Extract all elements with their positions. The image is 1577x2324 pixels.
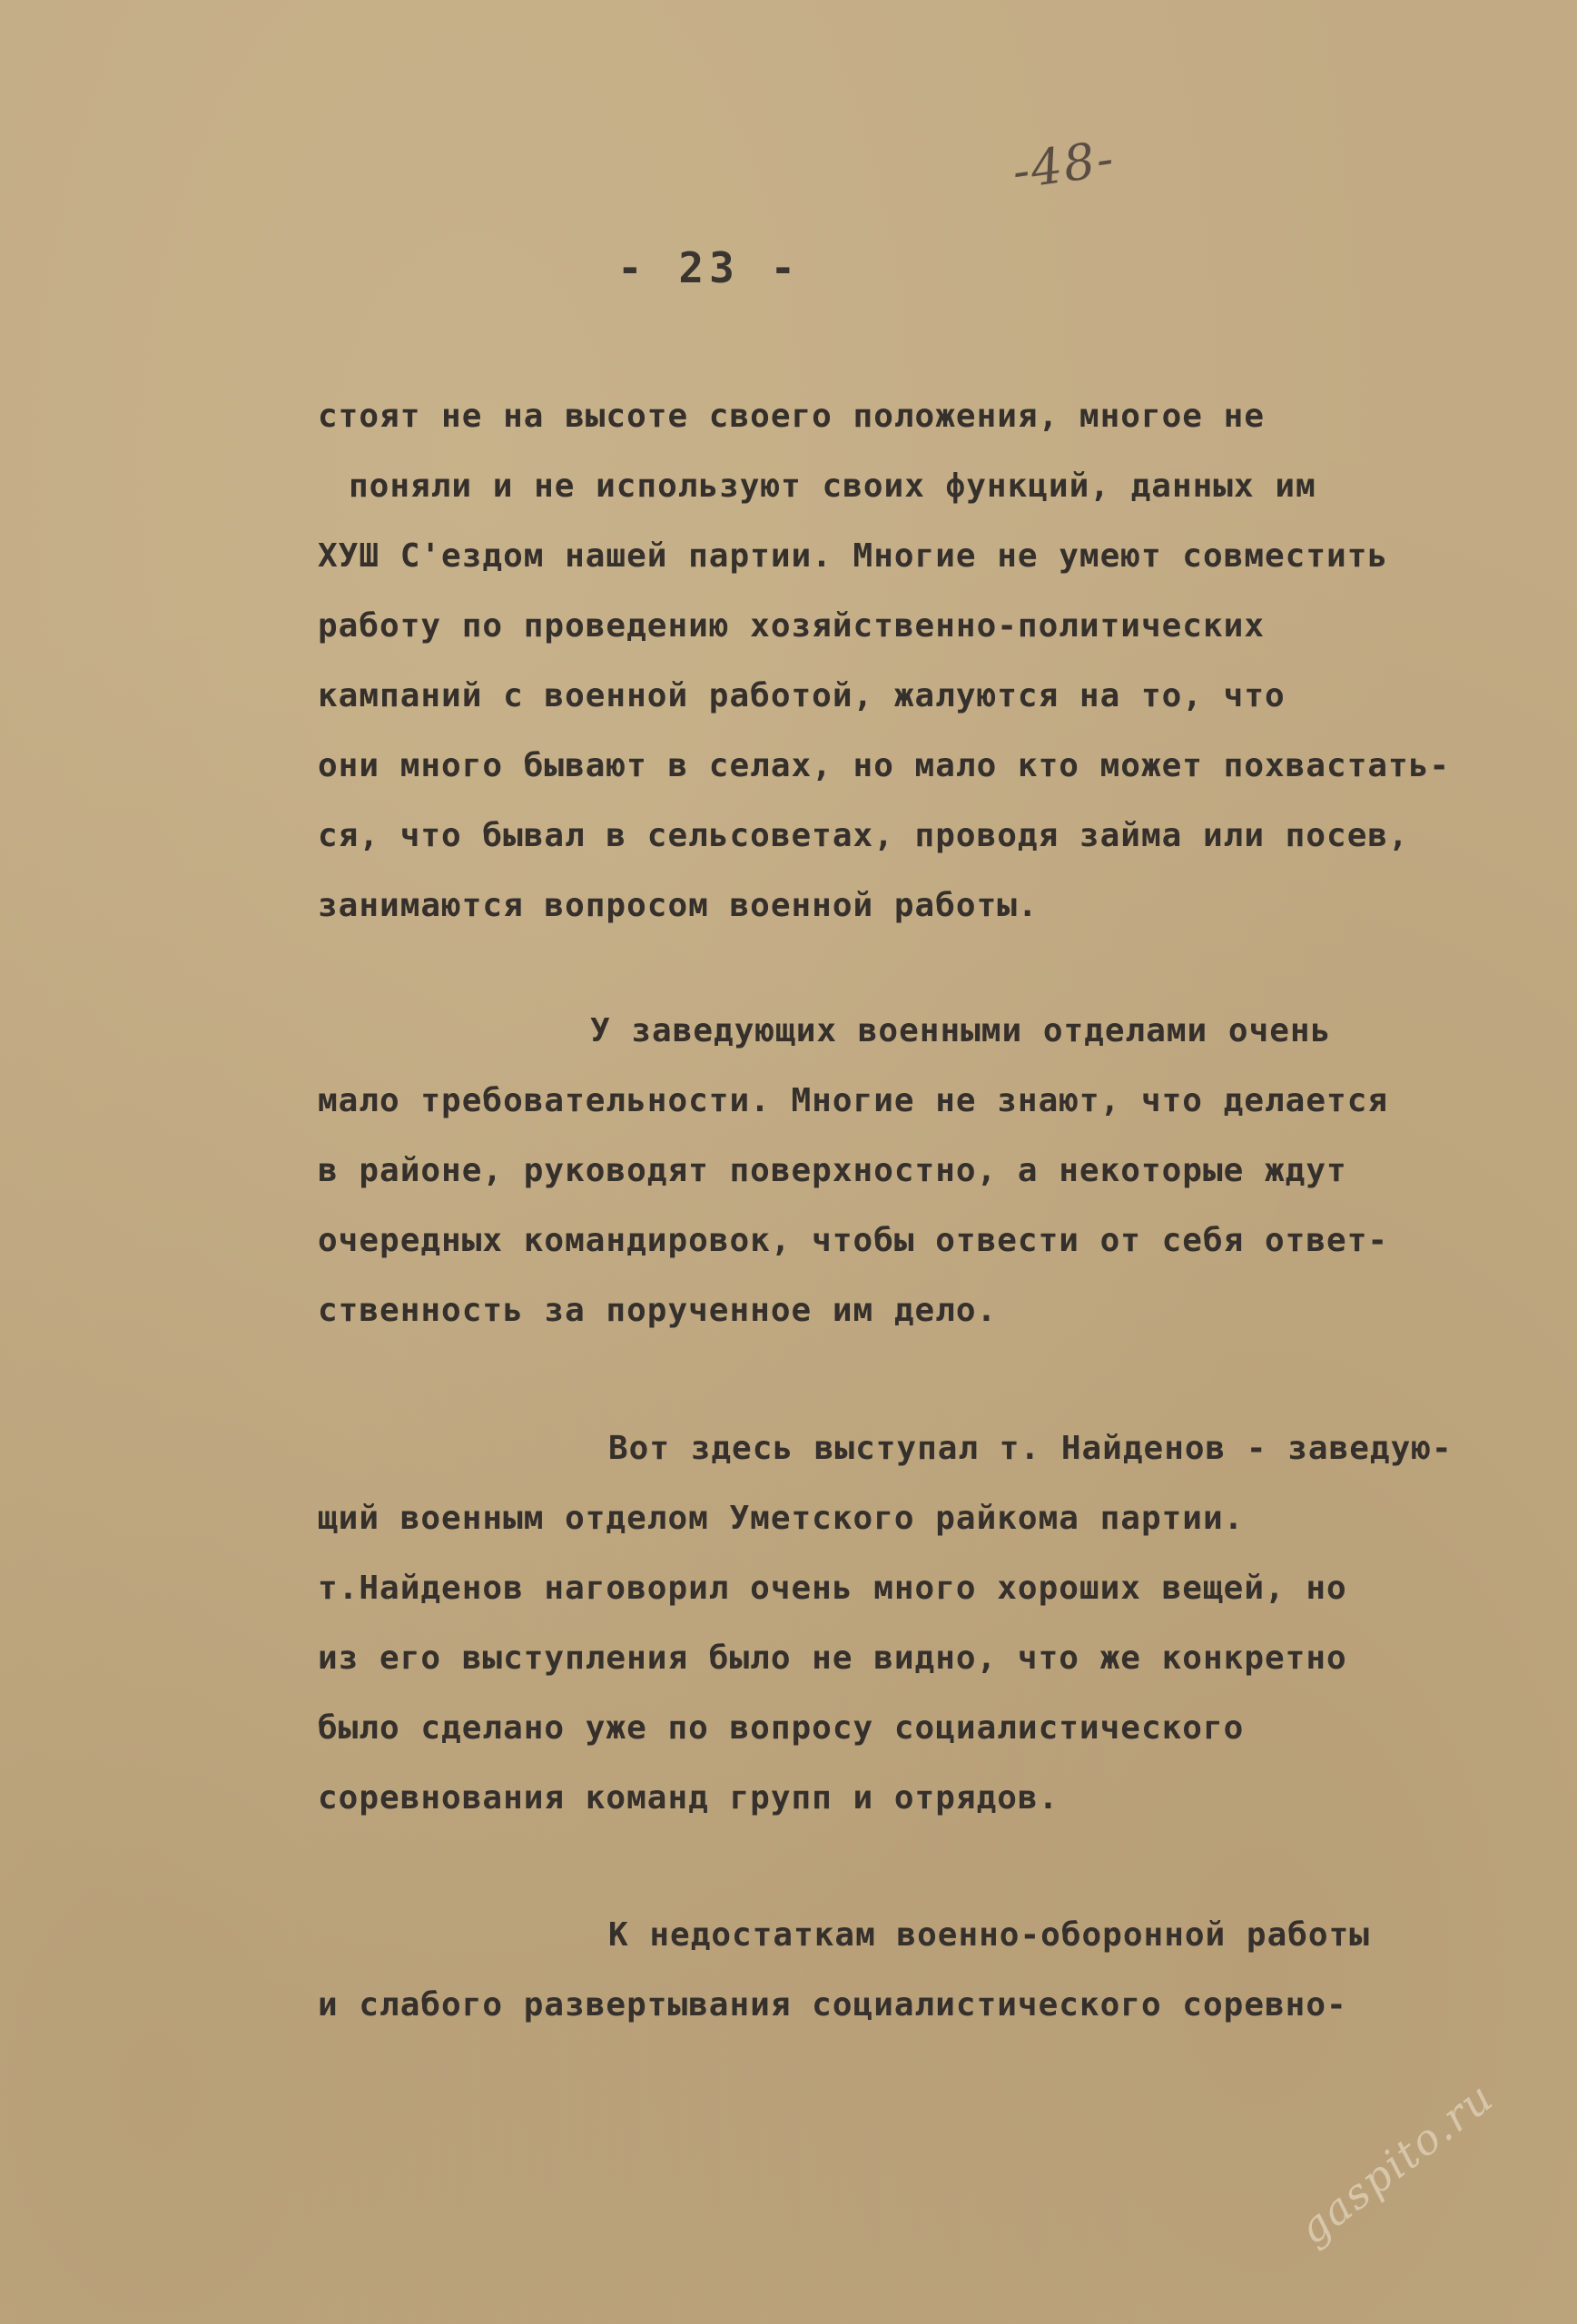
text-line: работу по проведению хозяйственно-политических: [318, 607, 1265, 645]
text-line: ственность за порученное им дело.: [318, 1292, 998, 1329]
text-line: Вот здесь выступал т. Найденов - заведую-: [608, 1430, 1453, 1467]
text-line: и слабого развертывания социалистического соревно-: [318, 1986, 1347, 2024]
text-line: щий военным отделом Уметского райкома партии.: [318, 1500, 1245, 1537]
text-line: очередных командировок, чтобы отвести от себя ответ-: [318, 1222, 1389, 1259]
text-line: было сделано уже по вопросу социалистического: [318, 1709, 1245, 1747]
text-line: соревнования команд групп и отрядов.: [318, 1779, 1060, 1817]
archive-sheet-number: -48-: [1009, 129, 1119, 201]
text-line: стоят не на высоте своего положения, многое не: [318, 398, 1265, 435]
text-line: К недостаткам военно-оборонной работы: [608, 1916, 1370, 1954]
text-line: из его выступления было не видно, что же конкретно: [318, 1640, 1347, 1677]
text-line: У заведующих военными отделами очень: [590, 1012, 1332, 1049]
text-line: поняли и не используют своих функций, данных им: [349, 468, 1316, 505]
paragraph-4: [318, 1900, 1525, 2040]
text-line: мало требовательности. Многие не знают, что делается: [318, 1082, 1389, 1119]
page-number: - 23 -: [617, 243, 802, 292]
text-line: в районе, руководят поверхностно, а некоторые ждут: [318, 1152, 1347, 1189]
text-line: занимаются вопросом военной работы.: [318, 887, 1039, 924]
text-line: кампаний с военной работой, жалуются на то, что: [318, 677, 1286, 714]
text-line: ся, что бывал в сельсоветах, проводя займа или посев,: [318, 817, 1409, 854]
paragraph-2: [318, 996, 1525, 1345]
text-line: они много бывают в селах, но мало кто может похвастать-: [318, 747, 1451, 784]
paragraph-3: [318, 1413, 1525, 1833]
watermark: gaspito.ru: [1289, 2072, 1503, 2254]
paragraph-1: [318, 381, 1525, 940]
text-line: ХУШ С'ездом нашей партии. Многие не умеют совместить: [318, 537, 1389, 575]
text-line: т.Найденов наговорил очень много хороших вещей, но: [318, 1570, 1347, 1607]
